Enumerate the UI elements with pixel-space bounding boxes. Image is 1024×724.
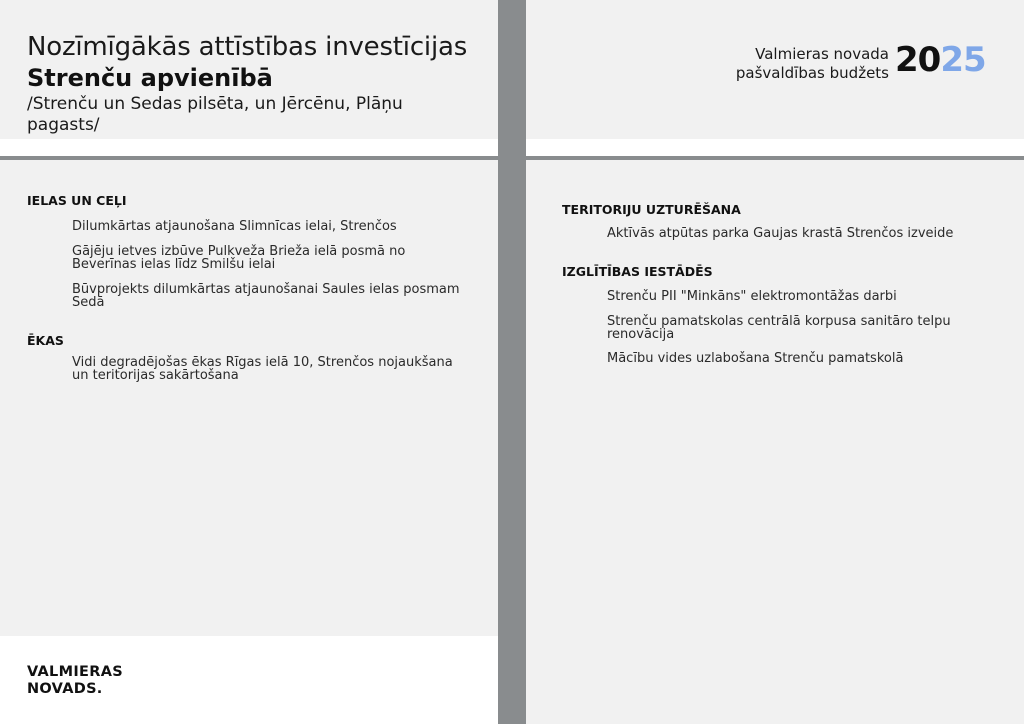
left-horizontal-divider (0, 156, 498, 160)
list-item: Strenču pamatskolas centrālā korpusa sanitāro telpu renovācija (607, 314, 951, 342)
right-content-panel (526, 160, 1024, 724)
section-heading-izglitibas: IZGLĪTĪBAS IESTĀDĒS (562, 264, 713, 279)
list-item: Gājēju ietves izbūve Pulkveža Brieža ielā posmā no Beverīnas ielas līdz Smilšu ielai (72, 244, 406, 272)
valmieras-novads-logo (27, 664, 123, 698)
vertical-divider (498, 0, 526, 724)
logo-line2: NOVADS. (27, 681, 103, 697)
list-item: Vidi degradējošas ēkas Rīgas ielā 10, Strenčos nojaukšana un teritorijas sakārtošana (72, 355, 453, 383)
list-item: Strenču PII "Minkāns" elektromontāžas darbi (607, 289, 897, 304)
budget-year (895, 40, 986, 80)
budget-label (736, 45, 889, 83)
budget-year-part2: 25 (940, 40, 986, 80)
logo-line1: VALMIERAS (27, 664, 123, 680)
budget-year-part1: 20 (895, 40, 941, 80)
list-item: Būvprojekts dilumkārtas atjaunošanai Saules ielas posmam Sedā (72, 282, 460, 310)
section-heading-teritoriju: TERITORIJU UZTURĒŠANA (562, 202, 741, 217)
list-item: Aktīvās atpūtas parka Gaujas krastā Strenčos izveide (607, 226, 954, 241)
list-item: Mācību vides uzlabošana Strenču pamatskolā (607, 351, 904, 366)
page-title: Nozīmīgākās attīstības investīcijas (27, 32, 468, 62)
section-heading-ielas: IELAS UN CEĻI (27, 193, 127, 208)
page-subtitle: /Strenču un Sedas pilsēta, un Jērcēnu, Plāņu pagasts/ (27, 94, 403, 135)
page-title-bold: Strenču apvienībā (27, 64, 273, 92)
budget-label-line1: Valmieras novada (755, 45, 889, 63)
right-horizontal-divider (526, 156, 1024, 160)
list-item: Dilumkārtas atjaunošana Slimnīcas ielai, Strenčos (72, 219, 397, 234)
budget-label-line2: pašvaldības budžets (735, 64, 889, 82)
section-heading-ekas: ĒKAS (27, 333, 64, 348)
